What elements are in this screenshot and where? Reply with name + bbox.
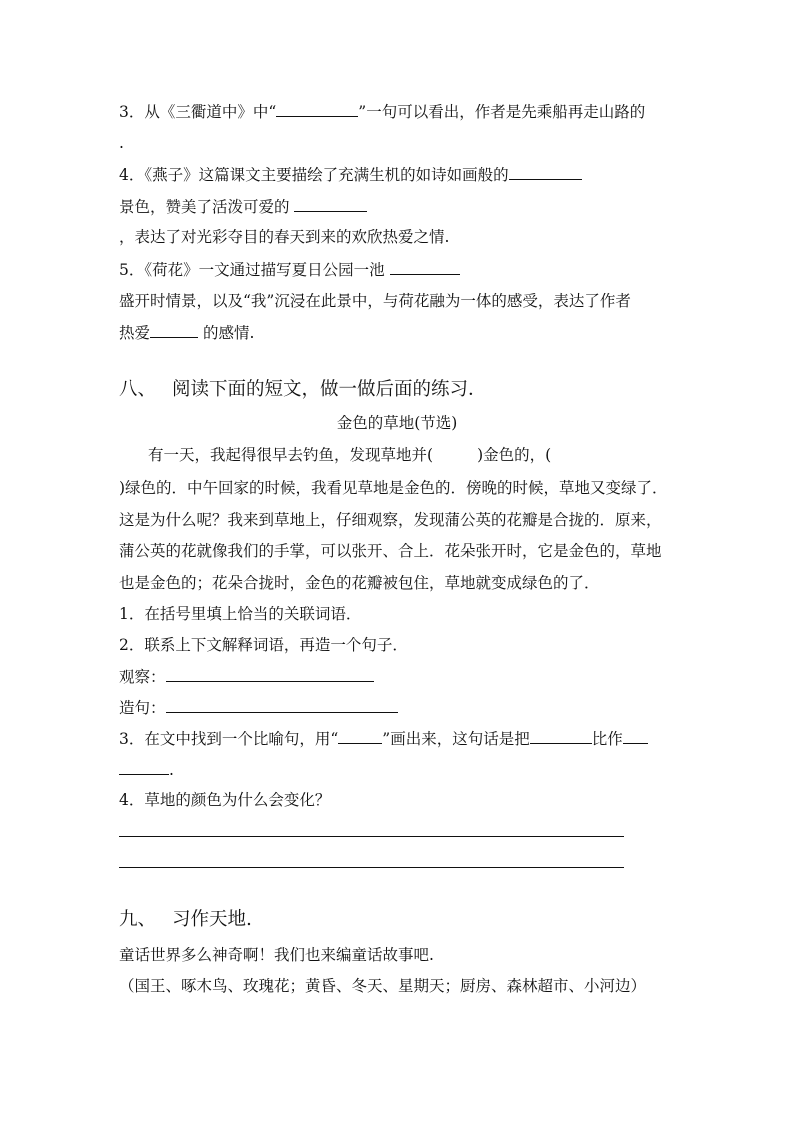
reading-question-3-text-a: 3．在文中找到一个比喻句，用“ bbox=[119, 730, 339, 748]
sentence-label: 造句： bbox=[119, 699, 166, 717]
passage-title: 金色的草地(节选) bbox=[336, 414, 458, 432]
section-9-heading bbox=[119, 908, 252, 932]
question-4-text-1: 4．《燕子》这篇课文主要描绘了充满生机的如诗如画般的 bbox=[119, 166, 509, 184]
reading-question-3-blank-3b[interactable] bbox=[119, 759, 169, 775]
question-4-blank-1[interactable] bbox=[509, 164, 582, 180]
section-8-title: 阅读下面的短文，做一做后面的练习． bbox=[172, 379, 487, 400]
section-8-heading bbox=[119, 378, 487, 402]
question-5-text-3a: 热爱 bbox=[119, 324, 151, 342]
reading-question-3-end: . bbox=[169, 761, 174, 779]
passage-text-1b: )金色的，( bbox=[477, 446, 552, 464]
reading-question-3-text-b: ”画出来，这句话是把 bbox=[382, 730, 530, 748]
question-4-line-1 bbox=[119, 164, 582, 185]
reading-question-3-blank-3a[interactable] bbox=[623, 728, 648, 744]
reading-question-3-blank-1[interactable] bbox=[338, 728, 382, 744]
question-3-suffix: ”一句可以看出，作者是先乘船再走山路的 bbox=[358, 103, 646, 121]
question-5-text-3b: 的感情. bbox=[198, 324, 255, 342]
observe-label: 观察： bbox=[119, 668, 166, 686]
section-9-title: 习作天地. bbox=[172, 909, 252, 930]
passage-line-1 bbox=[148, 445, 551, 465]
question-5-text-1: 5．《荷花》一文通过描写夏日公园一池 bbox=[119, 261, 390, 279]
passage-line-3: 这是为什么呢？我来到草地上，仔细观察，发现蒲公英的花瓣是合拢的．原来， bbox=[119, 511, 662, 529]
answer-line-1[interactable] bbox=[119, 836, 624, 837]
question-3-blank[interactable] bbox=[276, 101, 358, 117]
reading-question-2: 2．联系上下文解释词语，再造一个句子． bbox=[119, 636, 408, 654]
question-5-blank-2[interactable] bbox=[150, 322, 198, 338]
question-3-prefix: 3．从《三衢道中》中“ bbox=[119, 103, 277, 121]
passage-line-4: 蒲公英的花就像我们的手掌，可以张开、合上．花朵张开时，它是金色的，草地 bbox=[119, 542, 662, 560]
question-5-line-3 bbox=[119, 322, 254, 343]
observe-blank[interactable] bbox=[166, 666, 374, 682]
question-3-line bbox=[119, 101, 645, 122]
question-4-line-2 bbox=[119, 196, 367, 217]
reading-question-3-line-1 bbox=[119, 728, 648, 749]
reading-question-1: 1．在括号里填上恰当的关联词语． bbox=[119, 605, 362, 623]
section-9-line-2: （国王、啄木鸟、玫瑰花；黄昏、冬天、星期天；厨房、森林超市、小河边） bbox=[119, 977, 647, 995]
section-8-number: 八、 bbox=[119, 379, 157, 400]
sentence-blank[interactable] bbox=[166, 697, 398, 713]
question-3-period: . bbox=[119, 134, 124, 152]
section-9-line-1: 童话世界多么神奇啊！我们也来编童话故事吧. bbox=[119, 946, 434, 964]
observe-line bbox=[119, 666, 374, 687]
reading-question-3-text-c: 比作 bbox=[591, 730, 623, 748]
passage-text-1a: 有一天，我起得很早去钓鱼，发现草地并( bbox=[148, 446, 434, 464]
question-5-blank-1[interactable] bbox=[390, 259, 460, 275]
sentence-line bbox=[119, 697, 398, 718]
passage-line-5: 也是金色的；花朵合拢时，金色的花瓣被包住，草地就变成绿色的了． bbox=[119, 574, 600, 592]
answer-line-2[interactable] bbox=[119, 867, 624, 868]
passage-line-2: )绿色的．中午回家的时候，我看见草地是金色的．傍晚的时候，草地又变绿了． bbox=[119, 479, 668, 497]
reading-question-3-line-2 bbox=[119, 759, 174, 780]
section-9-number: 九、 bbox=[119, 909, 157, 930]
question-4-text-2: 景色，赞美了活泼可爱的 bbox=[119, 198, 295, 216]
reading-question-3-blank-2[interactable] bbox=[530, 728, 592, 744]
reading-question-4: 4．草地的颜色为什么会变化？ bbox=[119, 791, 331, 809]
question-5-line-1 bbox=[119, 259, 460, 280]
question-5-line-2: 盛开时情景，以及“我”沉浸在此景中，与荷花融为一体的感受，表达了作者 bbox=[119, 292, 631, 310]
question-4-blank-2[interactable] bbox=[294, 196, 367, 212]
question-4-line-3: ，表达了对光彩夺目的春天到来的欢欣热爱之情. bbox=[119, 228, 450, 246]
